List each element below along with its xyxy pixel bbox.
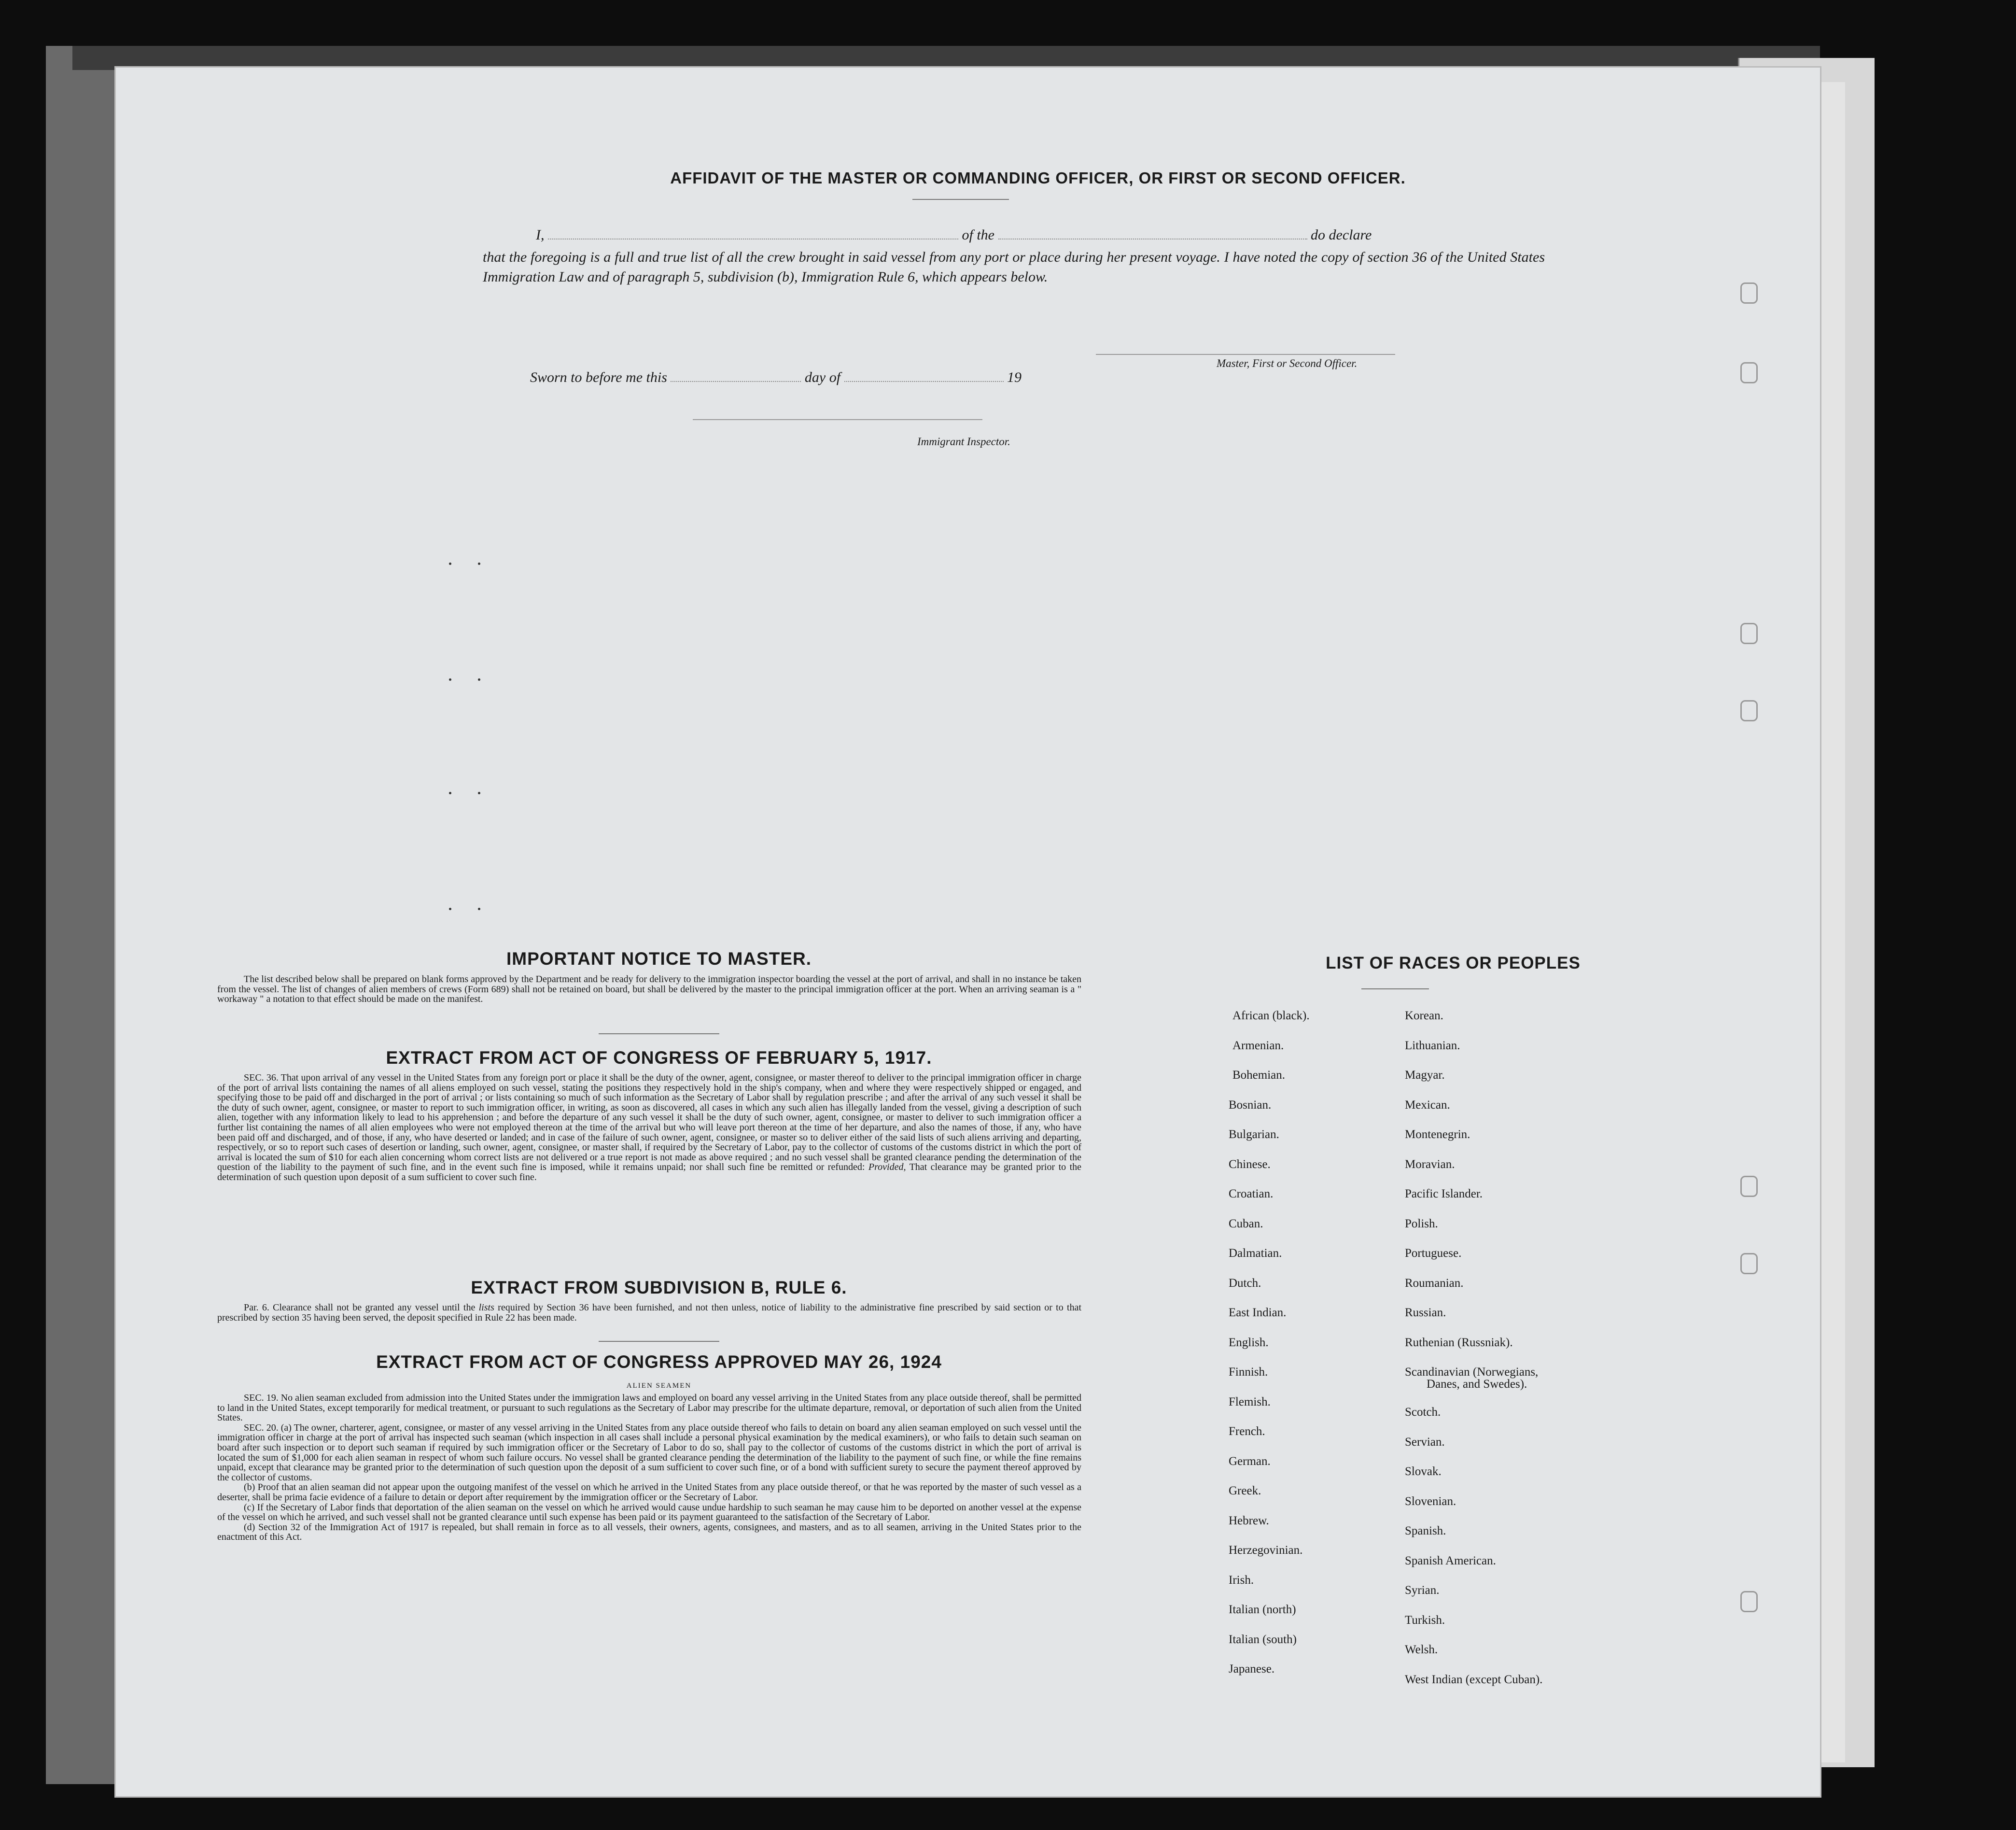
extract-rule6-heading: EXTRACT FROM SUBDIVISION B, RULE 6. xyxy=(471,1278,847,1297)
race-item: West Indian (except Cuban). xyxy=(1405,1673,1543,1686)
race-item: Italian (south) xyxy=(1229,1633,1297,1646)
race-item: Bohemian. xyxy=(1232,1069,1286,1082)
race-item: Danes, and Swedes). xyxy=(1427,1377,1527,1391)
extract-1917-heading: EXTRACT FROM ACT OF CONGRESS OF FEBRUARY 5, 1917. xyxy=(386,1048,932,1068)
section-divider xyxy=(599,1033,719,1034)
race-item: Dalmatian. xyxy=(1229,1247,1282,1260)
declarant-prefix: I, xyxy=(536,227,545,243)
declaration-line xyxy=(536,227,1559,243)
section-divider xyxy=(599,1341,719,1342)
notice-text-body: The list described below shall be prepared on blank forms approved by the Department and be ready for delivery to the immigration inspector boarding the vessel at the port of arrival, and shall in no instance be taken from the vessel. The list of changes of alien members of crews (Form 689) shall not be retained on board, but shall be delivered by the master to the principal immigration officer at the port. When an arriving seaman is a " workaway " a notation to that effect should be made on the manifest. xyxy=(217,974,1081,1005)
race-item: Hebrew. xyxy=(1229,1514,1269,1527)
race-item: Bulgarian. xyxy=(1229,1128,1279,1141)
margin-dot xyxy=(478,908,480,910)
sec20b-paragraph: (b) Proof that an alien seaman did not appear upon the outgoing manifest of the vessel on which he arrived in the United States from any place outside thereof, or that he was reported by the master of such vessel as a deserter, shall be prima facie evidence of a failure to detain or deport after requirement by the immigration officer or the Secretary of Labor. xyxy=(217,1482,1081,1503)
notice-text xyxy=(217,974,1081,1004)
race-item: Armenian. xyxy=(1232,1039,1284,1052)
of-the-label: of the xyxy=(962,227,994,243)
race-item: Moravian. xyxy=(1405,1157,1455,1171)
race-item: African (black). xyxy=(1232,1009,1310,1022)
race-item: Dutch. xyxy=(1229,1276,1261,1290)
race-item: Turkish. xyxy=(1405,1613,1445,1627)
master-signature-label: Master, First or Second Officer. xyxy=(1217,357,1358,369)
binder-hole xyxy=(1740,282,1758,304)
race-item: French. xyxy=(1229,1425,1265,1438)
sec19-paragraph: SEC. 19. No alien seaman excluded from admission into the United States under the immigration laws and employed on board any vessel arriving in the United States from any place outside thereof, shall be permitted to land in the United States, except temporarily for medical treatment, or pursuant to such regulations as the Secretary of Labor may prescribe for the ultimate departure, removal, or deportation of such alien from the United States. xyxy=(217,1393,1081,1423)
race-item: Magyar. xyxy=(1405,1069,1445,1082)
race-item: Scotch. xyxy=(1405,1406,1441,1419)
race-item: Spanish. xyxy=(1405,1524,1446,1538)
binder-hole xyxy=(1740,362,1758,383)
race-item: Herzegovinian. xyxy=(1229,1544,1303,1557)
par6-text: Par. 6. Clearance shall not be granted any vessel until the xyxy=(244,1302,476,1313)
margin-dot xyxy=(449,792,451,794)
margin-dot xyxy=(449,563,451,565)
inspector-signature-label: Immigrant Inspector. xyxy=(917,436,1010,448)
extract-1924-text xyxy=(217,1393,1081,1542)
race-item: Montenegrin. xyxy=(1405,1128,1470,1141)
race-item: Slovenian. xyxy=(1405,1494,1456,1508)
binder-hole xyxy=(1740,623,1758,644)
binder-hole xyxy=(1740,1176,1758,1197)
notice-heading: IMPORTANT NOTICE TO MASTER. xyxy=(506,949,812,969)
sec36-text-end: That clearance may be granted prior to the determination of such question upon deposit of a sum sufficient to cover such fine. xyxy=(217,1162,1082,1182)
race-item: Russian. xyxy=(1405,1306,1446,1319)
binder-hole xyxy=(1740,1591,1758,1612)
binder-hole xyxy=(1740,1253,1758,1274)
race-item: Pacific Islander. xyxy=(1405,1187,1483,1200)
binder-hole xyxy=(1740,700,1758,721)
extract-1917-text xyxy=(217,1073,1081,1182)
provided-emphasis: Provided, xyxy=(868,1162,906,1173)
day-of-label: day of xyxy=(804,369,841,385)
do-declare-label: do declare xyxy=(1311,227,1372,243)
sworn-day-field[interactable] xyxy=(671,381,801,382)
race-item: Cuban. xyxy=(1229,1217,1263,1230)
races-heading-underline xyxy=(1361,988,1429,989)
alien-seamen-subheading: ALIEN SEAMEN xyxy=(626,1382,692,1390)
race-item: Mexican. xyxy=(1405,1098,1450,1112)
margin-dot xyxy=(478,563,480,565)
par6-text-end: required by Section 36 have been furnished, and not then unless, notice of liability to the administrative fine prescribed by said section or to that prescribed by section 35 having been served, the deposit specified in Rule 22 has been made. xyxy=(217,1302,1082,1323)
margin-dot xyxy=(478,678,480,681)
race-item: Portuguese. xyxy=(1405,1247,1462,1260)
race-item: Syrian. xyxy=(1405,1584,1440,1597)
race-item: Roumanian. xyxy=(1405,1276,1464,1290)
margin-dot xyxy=(449,678,451,681)
race-item: Japanese. xyxy=(1229,1662,1275,1675)
sec20c-paragraph: (c) If the Secretary of Labor finds that deportation of the alien seaman on the vessel on which he arrived would cause undue hardship to such seaman he may cause him to be deported on another vessel at the expense of the vessel on which he arrived, and such vessel shall not be granted clearance until such expense has been paid or its payment guaranteed to the satisfaction of the Secretary of Labor. xyxy=(217,1502,1081,1523)
margin-dot xyxy=(478,792,480,794)
inspector-signature-line[interactable] xyxy=(693,419,982,420)
sec20d-paragraph: (d) Section 32 of the Immigration Act of 1917 is repealed, but shall remain in force as to all vessels, their owners, agents, consignees, and masters, and as to all seamen, arriving in the United States prior to the enactment of this Act. xyxy=(217,1521,1081,1543)
race-item: Polish. xyxy=(1405,1217,1438,1230)
race-item: Ruthenian (Russniak). xyxy=(1405,1336,1513,1349)
sworn-line xyxy=(530,369,1206,386)
affidavit-statement: that the foregoing is a full and true list of all the crew brought in said vessel from any port or place during her present voyage. I have noted the copy of section 36 of the United States Immigration Law and of paragraph 5, subdivision (b), Immigration Rule 6, which appears below. xyxy=(483,249,1545,285)
year-prefix: 19 xyxy=(1007,369,1022,385)
sec20a-paragraph: SEC. 20. (a) The owner, charterer, agent, consignee, or master of any vessel arriving in the United States from any place outside thereof who fails to detain on board any alien seaman employed on such vessel until the immigration officer in charge at the port of arrival has inspected such seaman (which inspection in all cases shall include a personal physical examination by the medical examiners), or who fails to detain such seaman on board after such inspection or to deport such seaman if required by such immigration officer or the Secretary of Labor to do so, shall pay to the collector of customs of the customs district in which the port of arrival is located the sum of $1,000 for each alien seaman in respect of whom such failure occurs. No vessel shall be granted clearance pending the determination of the liability to the payment of such fine, or while the fine remains unpaid, except that clearance may be granted prior to the determination of such question upon the deposit of a sum sufficient to cover such fine, or of a bond with sufficient surety to secure the payment thereof approved by the collector of customs. xyxy=(217,1422,1081,1483)
race-item: Servian. xyxy=(1405,1435,1445,1449)
scan-border-left xyxy=(46,46,118,1784)
race-item: Greek. xyxy=(1229,1484,1261,1497)
race-item: English. xyxy=(1229,1336,1269,1349)
title-underline xyxy=(912,199,1009,200)
race-item: Korean. xyxy=(1405,1009,1443,1022)
race-item: Chinese. xyxy=(1229,1157,1271,1171)
races-heading: LIST OF RACES OR PEOPLES xyxy=(1326,954,1581,972)
race-item: Welsh. xyxy=(1405,1643,1438,1657)
race-item: Spanish American. xyxy=(1405,1554,1496,1567)
extract-rule6-text xyxy=(217,1303,1081,1323)
sworn-month-field[interactable] xyxy=(844,381,1004,382)
document-page xyxy=(116,68,1820,1796)
lists-emphasis: lists xyxy=(478,1302,494,1313)
master-signature-line[interactable] xyxy=(1096,354,1395,355)
extract-1924-heading: EXTRACT FROM ACT OF CONGRESS APPROVED MAY 26, 1924 xyxy=(376,1352,942,1372)
sec36-text: SEC. 36. That upon arrival of any vessel in the United States from any foreign port or place it shall be the duty of the owner, agent, consignee, or master thereof to deliver to the principal immigration officer in charge of the port of arrival lists containing the names of all aliens employed on such vessel, stating the positions they respectively hold in the ship's company, when and where they were respectively shipped or engaged, and specifying those to be paid off and discharged in the port of arrival ; or lists containing so much of such information as the Secretary of Labor shall by regulation prescribe ; and after the arrival of any such vessel it shall be the duty of such owner, agent, consignee, or master to report to such immigration officer, in writing, as soon as discovered, all cases in which any such alien has illegally landed from the vessel, giving a description of such alien, together with any information likely to lead to his apprehension ; and before the departure of any such vessel it shall be the duty of such owner, agent, consignee, or master to deliver to such immigration officer a further list containing the names of all alien employees who were not employed thereon at the time of the arrival but who will leave port thereon at the time of her departure, and also the names of those, if any, who have been paid off and discharged, and of those, if any, who have deserted or landed; and in case of the failure of such owner, agent, consignee, or master so to deliver either of the said lists of such aliens arriving and departing, respectively, or so to report such cases of desertion or landing, such owner, agent, consignee, or master shall, if required by the Secretary of Labor, pay to the collector of customs of the customs district in which the port of arrival is located the sum of $10 for each alien concerning whom correct lists are not delivered or a true report is not made as above required ; and no such vessel shall be granted clearance pending the determination of the question of the liability to the payment of such fine, and in the event such fine is imposed, while it remains unpaid; nor shall such fine be remitted or refunded: xyxy=(217,1072,1081,1173)
race-item: Italian (north) xyxy=(1229,1603,1296,1616)
race-item: Bosnian. xyxy=(1229,1098,1272,1112)
race-item: German. xyxy=(1229,1454,1271,1468)
affidavit-title: AFFIDAVIT OF THE MASTER OR COMMANDING OFFICER, OR FIRST OR SECOND OFFICER. xyxy=(670,169,1406,187)
scan-border-top xyxy=(72,46,1820,70)
race-item: Irish. xyxy=(1229,1573,1254,1587)
margin-dot xyxy=(449,908,451,910)
race-item: Flemish. xyxy=(1229,1395,1271,1408)
sworn-prefix: Sworn to before me this xyxy=(530,369,667,385)
race-item: Slovak. xyxy=(1405,1465,1442,1478)
race-item: East Indian. xyxy=(1229,1306,1287,1319)
race-item: Scandinavian (Norwegians, xyxy=(1405,1365,1539,1379)
race-item: Croatian. xyxy=(1229,1187,1274,1200)
race-item: Lithuanian. xyxy=(1405,1039,1460,1052)
race-item: Finnish. xyxy=(1229,1365,1268,1379)
